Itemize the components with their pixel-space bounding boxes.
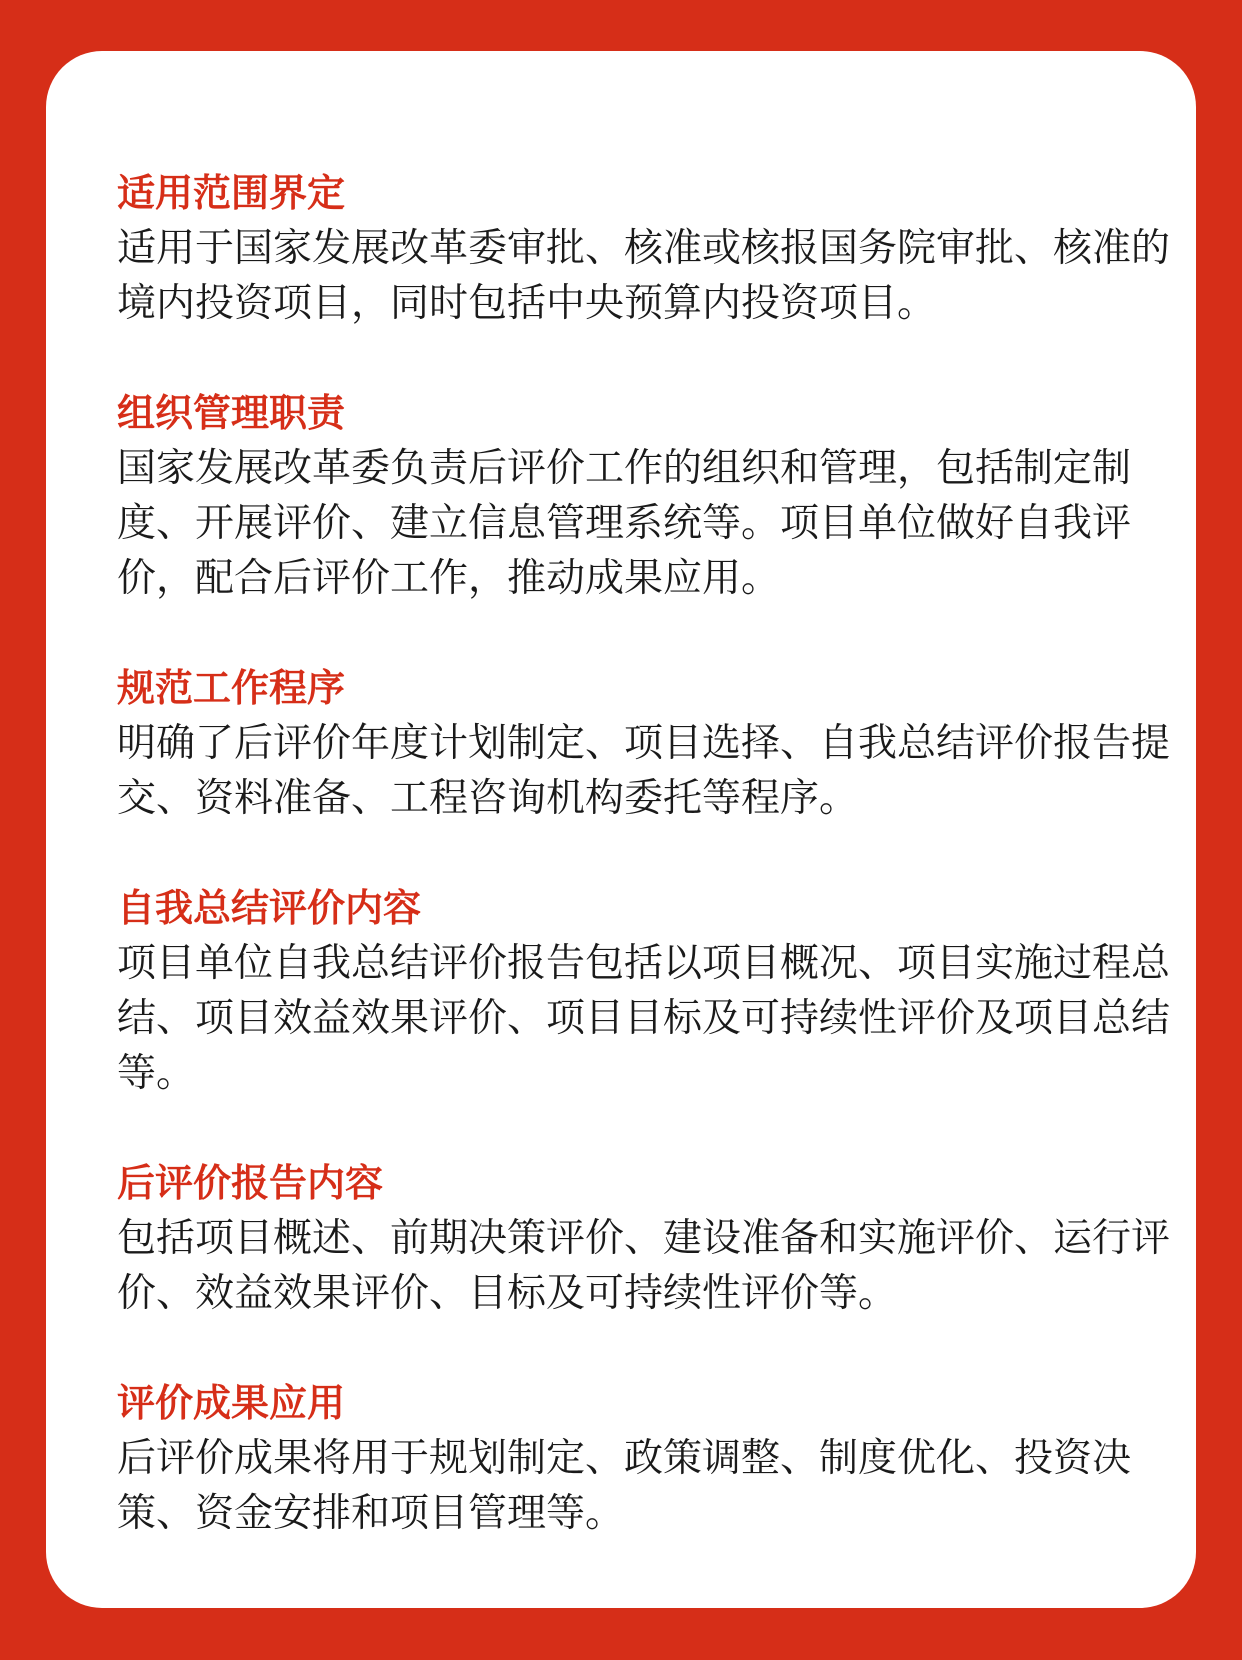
- section-body-line: 策、资金安排和项目管理等。: [117, 1491, 625, 1536]
- section: [117, 1376, 1217, 1541]
- section-heading: 自我总结评价内容: [117, 886, 422, 930]
- section-body-line: 适用于国家发展改革委审批、核准或核报国务院审批、核准的: [117, 226, 1171, 271]
- section-heading: 适用范围界定: [117, 171, 346, 215]
- content-card: [46, 51, 1196, 1608]
- section: [117, 661, 1217, 826]
- section: [117, 386, 1217, 606]
- section-body-line: 国家发展改革委负责后评价工作的组织和管理，包括制定制: [117, 446, 1132, 491]
- section-heading: 后评价报告内容: [117, 1161, 384, 1205]
- section-body-line: 包括项目概述、前期决策评价、建设准备和实施评价、运行评: [117, 1216, 1171, 1261]
- section-heading: 组织管理职责: [117, 391, 346, 435]
- section-body-line: 价，配合后评价工作，推动成果应用。: [117, 556, 781, 601]
- section-body-line: 项目单位自我总结评价报告包括以项目概况、项目实施过程总: [117, 941, 1171, 986]
- section-body-line: 境内投资项目，同时包括中央预算内投资项目。: [117, 281, 937, 326]
- section-body-line: 价、效益效果评价、目标及可持续性评价等。: [117, 1271, 898, 1316]
- section-body-line: 明确了后评价年度计划制定、项目选择、自我总结评价报告提: [117, 721, 1171, 766]
- section-body-line: 结、项目效益效果评价、项目目标及可持续性评价及项目总结: [117, 996, 1171, 1041]
- section-body-line: 度、开展评价、建立信息管理系统等。项目单位做好自我评: [117, 501, 1132, 546]
- section-heading: 规范工作程序: [117, 666, 346, 710]
- section-body-line: 等。: [117, 1051, 196, 1096]
- section: [117, 1156, 1217, 1321]
- section-body-line: 交、资料准备、工程咨询机构委托等程序。: [117, 776, 859, 821]
- section-heading: 评价成果应用: [117, 1381, 346, 1425]
- sections-list: [117, 166, 1217, 1596]
- section: [117, 166, 1217, 331]
- section: [117, 881, 1217, 1101]
- section-body-line: 后评价成果将用于规划制定、政策调整、制度优化、投资决: [117, 1436, 1132, 1481]
